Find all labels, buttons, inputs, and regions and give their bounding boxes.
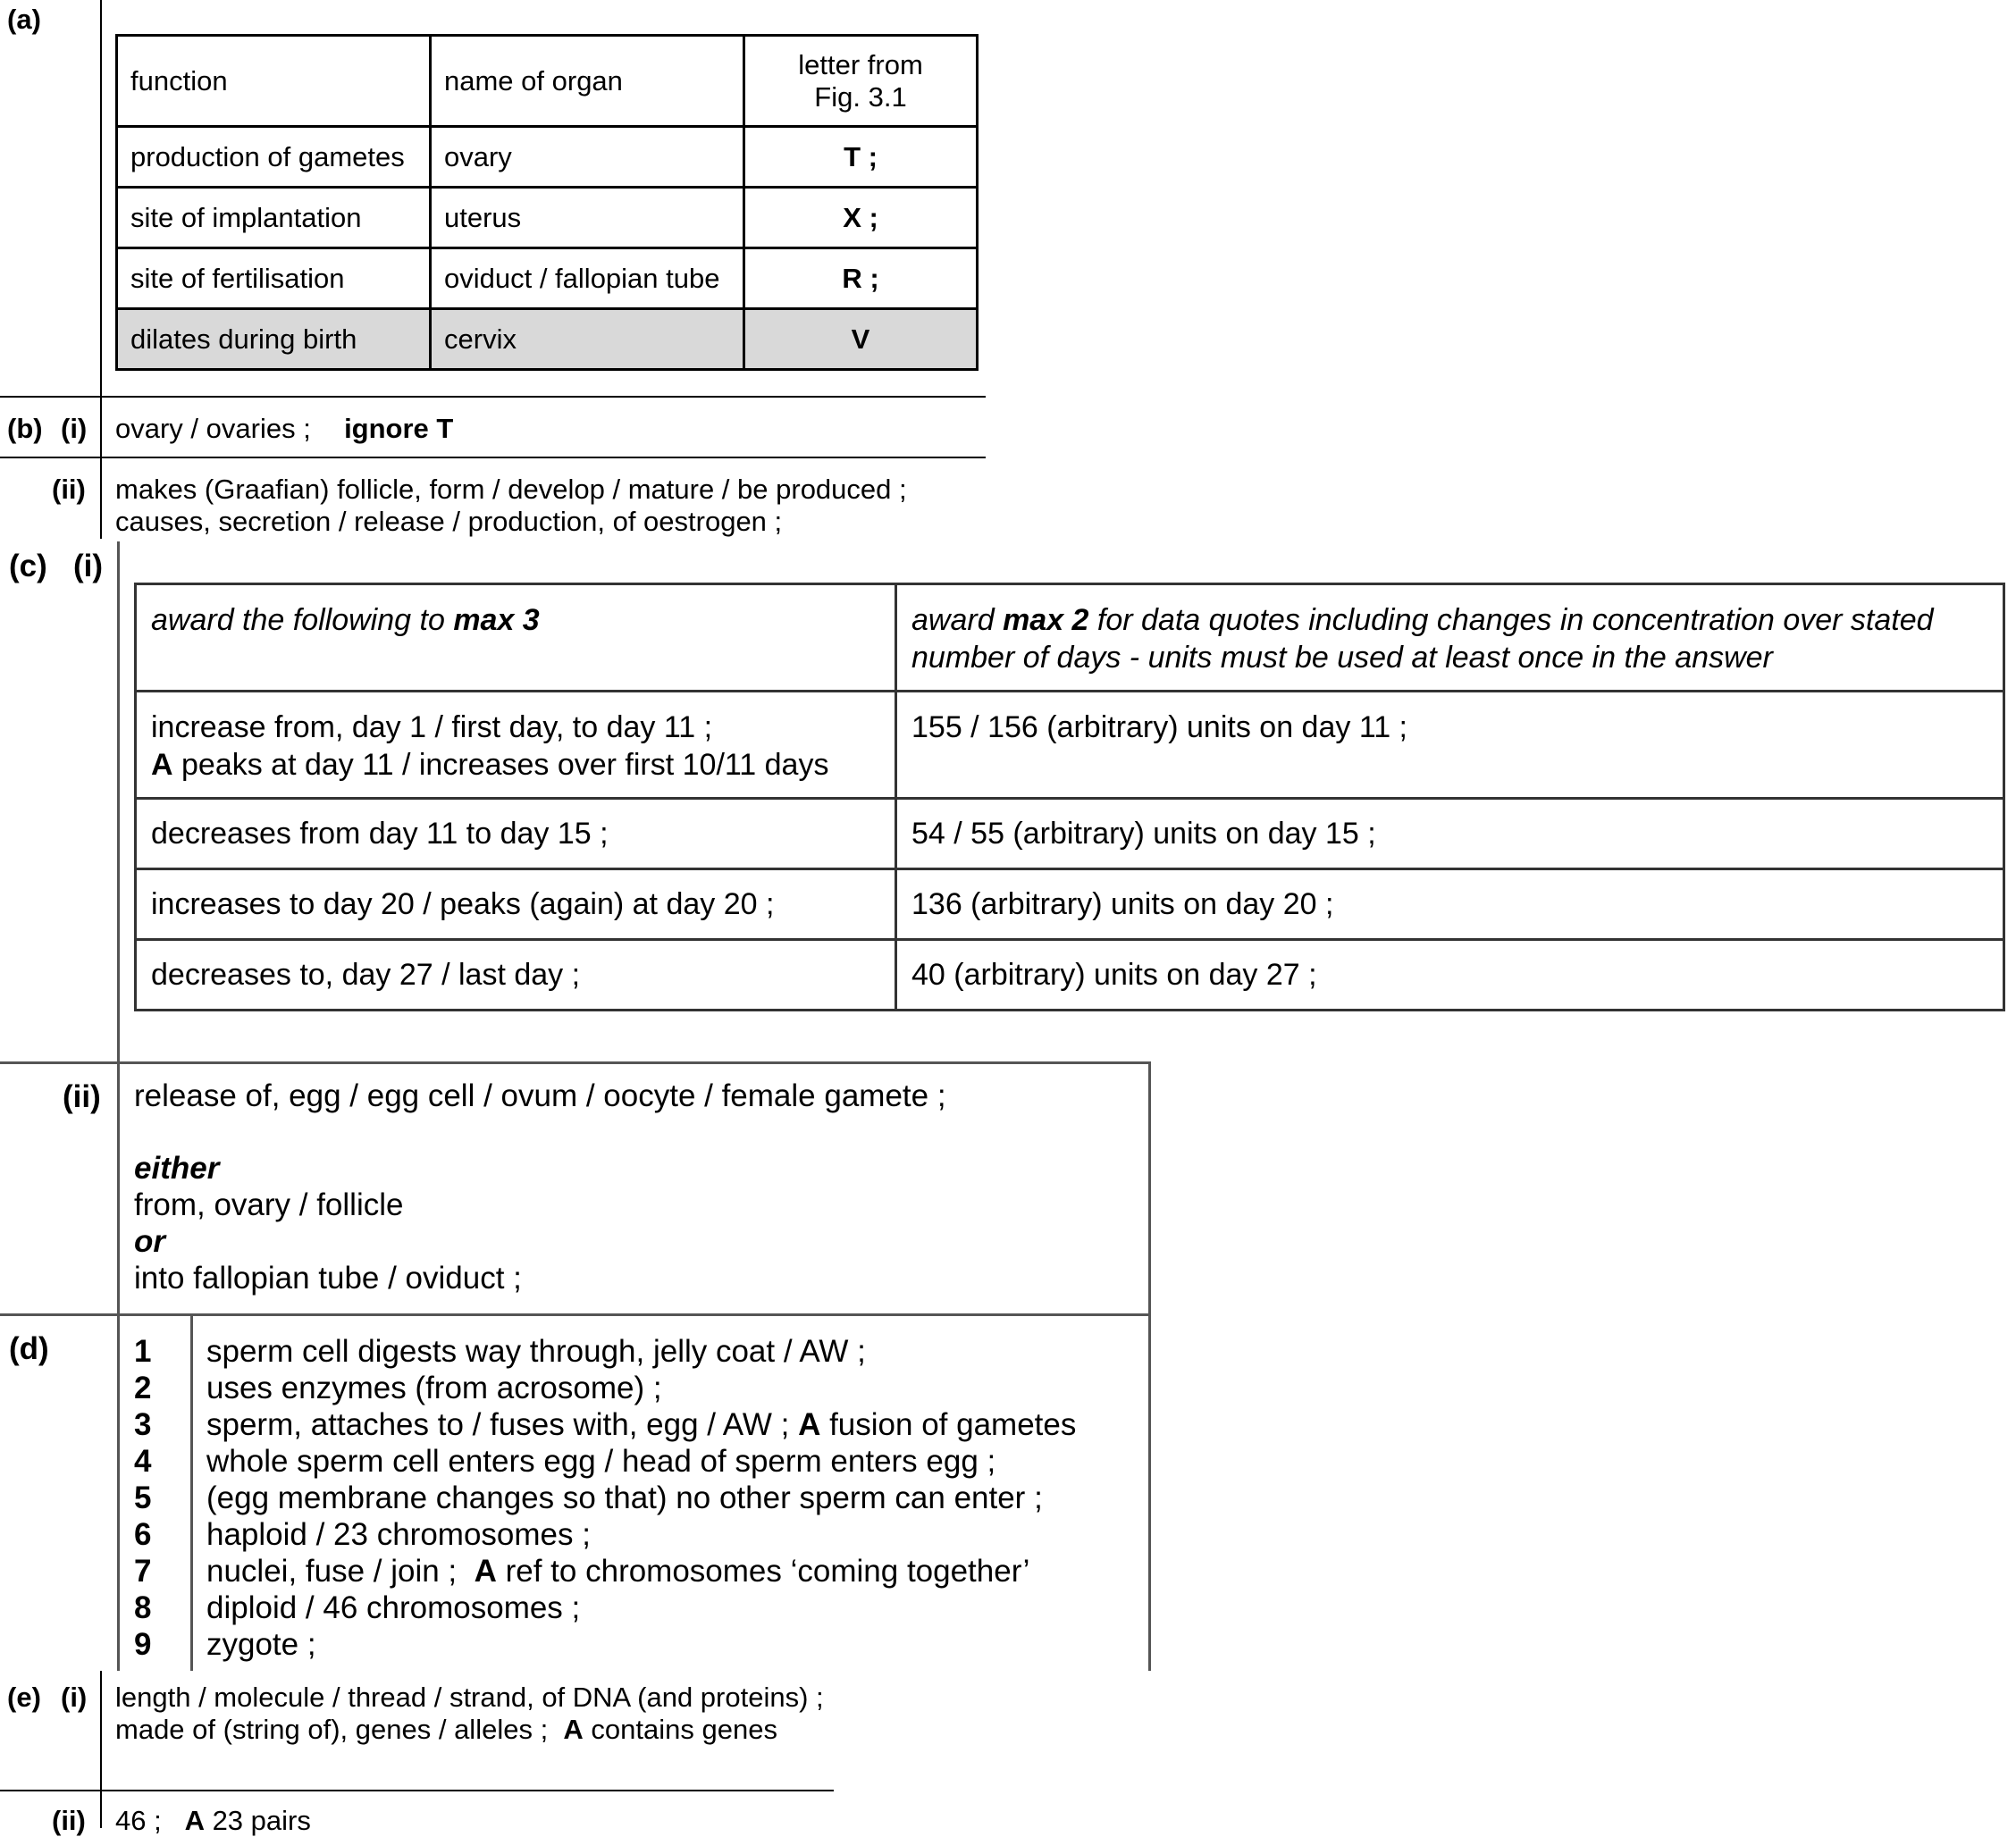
list-item [134, 1443, 1076, 1480]
accept-marker: A [474, 1554, 497, 1589]
cell-data-quote: 136 (arbitrary) units on day 20 ; [896, 869, 2004, 940]
header-trends-text: award the following to [151, 603, 454, 637]
answer-c-ii-or: or [134, 1224, 165, 1259]
organ-table [115, 34, 979, 371]
list-item-number: 8 [134, 1590, 152, 1625]
list-item-extra: fusion of gametes [820, 1407, 1077, 1442]
divider-right-c-d [1148, 1061, 1151, 1671]
list-item-text: haploid / 23 chromosomes ; [206, 1517, 591, 1552]
list-item-number: 4 [134, 1444, 152, 1479]
list-item-number: 6 [134, 1517, 152, 1552]
cell-trend-line2 [151, 746, 880, 784]
accept-marker: A [184, 1805, 205, 1836]
table-row [117, 309, 978, 370]
divider-c-i-ii [0, 1061, 1151, 1064]
answer-d-list [134, 1333, 1076, 1663]
header-trends [136, 584, 896, 692]
list-item-number: 1 [134, 1334, 152, 1369]
hormone-marking-table [134, 583, 2005, 1011]
cell-trend: decreases to, day 27 / last day ; [136, 940, 896, 1011]
header-data-quotes [896, 584, 2004, 692]
list-item-text: uses enzymes (from acrosome) ; [206, 1371, 662, 1405]
cell-organ: uterus [431, 188, 744, 248]
list-item-text: sperm, attaches to / fuses with, egg / AW ; [206, 1407, 790, 1442]
header-data-text: award [911, 603, 1004, 637]
table-row [136, 940, 2004, 1011]
answer-e-ii [115, 1805, 311, 1837]
part-e-ii-label: (ii) [52, 1805, 86, 1836]
accept-marker: A [151, 748, 173, 782]
list-item [134, 1590, 1076, 1626]
cell-trend: increases to day 20 / peaks (again) at day 20 ; [136, 869, 896, 940]
part-a-label: (a) [7, 4, 41, 35]
divider-left-b [100, 398, 102, 539]
divider-e-i-ii [0, 1790, 834, 1791]
header-trends-max: max 3 [453, 603, 540, 637]
cell-trend-line2-text: peaks at day 11 / increases over first 10/11 days [172, 748, 829, 782]
part-e-label: (e) [7, 1682, 41, 1713]
header-data-rest: for data quotes including changes in concentration over stated number of days - units must be used at least once in the answer [911, 603, 1934, 675]
cell-letter: X ; [744, 188, 978, 248]
answer-e-i-line2-extra: contains genes [583, 1714, 777, 1745]
answer-c-ii [134, 1078, 946, 1296]
table-row [117, 127, 978, 188]
answer-e-ii-extra: 23 pairs [204, 1805, 311, 1836]
list-item [134, 1406, 1076, 1443]
organ-table-header [117, 36, 978, 127]
cell-data-quote: 40 (arbitrary) units on day 27 ; [896, 940, 2004, 1011]
hormone-table-header [136, 584, 2004, 692]
answer-e-i-line2 [115, 1714, 777, 1746]
answer-c-ii-into: into fallopian tube / oviduct ; [134, 1261, 522, 1296]
header-letter: letter from Fig. 3.1 [744, 36, 978, 127]
cell-trend: decreases from day 11 to day 15 ; [136, 799, 896, 869]
table-row [136, 799, 2004, 869]
list-item-text: (egg membrane changes so that) no other sperm can enter ; [206, 1481, 1043, 1515]
part-b-ii-label: (ii) [52, 474, 86, 505]
cell-function: site of implantation [117, 188, 431, 248]
list-item [134, 1480, 1076, 1516]
accept-marker: A [798, 1407, 821, 1442]
answer-c-ii-from: from, ovary / follicle [134, 1187, 404, 1222]
answer-b-i [115, 413, 453, 445]
header-data-max: max 2 [1003, 603, 1089, 637]
answer-b-ii-line1: makes (Graafian) follicle, form / develop / mature / be produced ; [115, 474, 907, 505]
header-organ: name of organ [431, 36, 744, 127]
part-c-label: (c) [9, 549, 47, 583]
list-item-text: whole sperm cell enters egg / head of sperm enters egg ; [206, 1444, 996, 1479]
cell-trend-line1: increase from, day 1 / first day, to day 11 ; [151, 710, 713, 744]
answer-c-ii-either: either [134, 1151, 220, 1186]
table-row [117, 188, 978, 248]
divider-left-e [100, 1671, 102, 1828]
cell-organ: cervix [431, 309, 744, 370]
list-item-text: zygote ; [206, 1627, 316, 1662]
list-item-number: 3 [134, 1407, 152, 1442]
list-item-text: nuclei, fuse / join ; [206, 1554, 458, 1589]
list-item-number: 9 [134, 1627, 152, 1662]
list-item-text: sperm cell digests way through, jelly coat / AW ; [206, 1334, 866, 1369]
accept-marker: A [563, 1714, 584, 1745]
part-d-label: (d) [9, 1331, 49, 1366]
cell-function: production of gametes [117, 127, 431, 188]
list-item-number: 5 [134, 1481, 152, 1515]
cell-letter: T ; [744, 127, 978, 188]
cell-organ: ovary [431, 127, 744, 188]
list-item-extra: ref to chromosomes ‘coming together’ [496, 1554, 1030, 1589]
list-item [134, 1626, 1076, 1663]
header-function: function [117, 36, 431, 127]
cell-organ: oviduct / fallopian tube [431, 248, 744, 309]
part-b-label: (b) [7, 413, 43, 444]
divider-b-i-ii [0, 457, 986, 458]
answer-e-ii-text: 46 ; [115, 1805, 162, 1836]
cell-letter: V [744, 309, 978, 370]
answer-c-ii-line1: release of, egg / egg cell / ovum / oocyte / female gamete ; [134, 1078, 946, 1113]
cell-function: site of fertilisation [117, 248, 431, 309]
answer-e-i-line1: length / molecule / thread / strand, of DNA (and proteins) ; [115, 1682, 824, 1713]
cell-trend [136, 692, 896, 799]
answer-e-i-line2-text: made of (string of), genes / alleles ; [115, 1714, 549, 1745]
divider-a-b [0, 396, 986, 398]
cell-function: dilates during birth [117, 309, 431, 370]
list-item-number: 2 [134, 1371, 152, 1405]
divider-c-d [0, 1313, 1151, 1316]
divider-left-c [117, 541, 120, 1671]
divider-left [100, 0, 102, 398]
list-item [134, 1333, 1076, 1370]
list-item [134, 1553, 1076, 1590]
list-item-number: 7 [134, 1554, 152, 1589]
part-b-i-label: (i) [61, 413, 88, 444]
list-item-text: diploid / 46 chromosomes ; [206, 1590, 581, 1625]
answer-b-ii-line2: causes, secretion / release / production, of oestrogen ; [115, 506, 783, 537]
part-c-ii-label: (ii) [63, 1079, 101, 1114]
answer-b-i-text: ovary / ovaries ; [115, 413, 311, 444]
part-c-i-label: (i) [73, 549, 104, 583]
list-item [134, 1370, 1076, 1406]
table-row [136, 692, 2004, 799]
cell-data-quote: 155 / 156 (arbitrary) units on day 11 ; [896, 692, 2004, 799]
list-item [134, 1516, 1076, 1553]
cell-letter: R ; [744, 248, 978, 309]
part-e-i-label: (i) [61, 1682, 88, 1713]
table-row [117, 248, 978, 309]
answer-b-i-note: ignore T [344, 413, 454, 444]
table-row [136, 869, 2004, 940]
cell-data-quote: 54 / 55 (arbitrary) units on day 15 ; [896, 799, 2004, 869]
